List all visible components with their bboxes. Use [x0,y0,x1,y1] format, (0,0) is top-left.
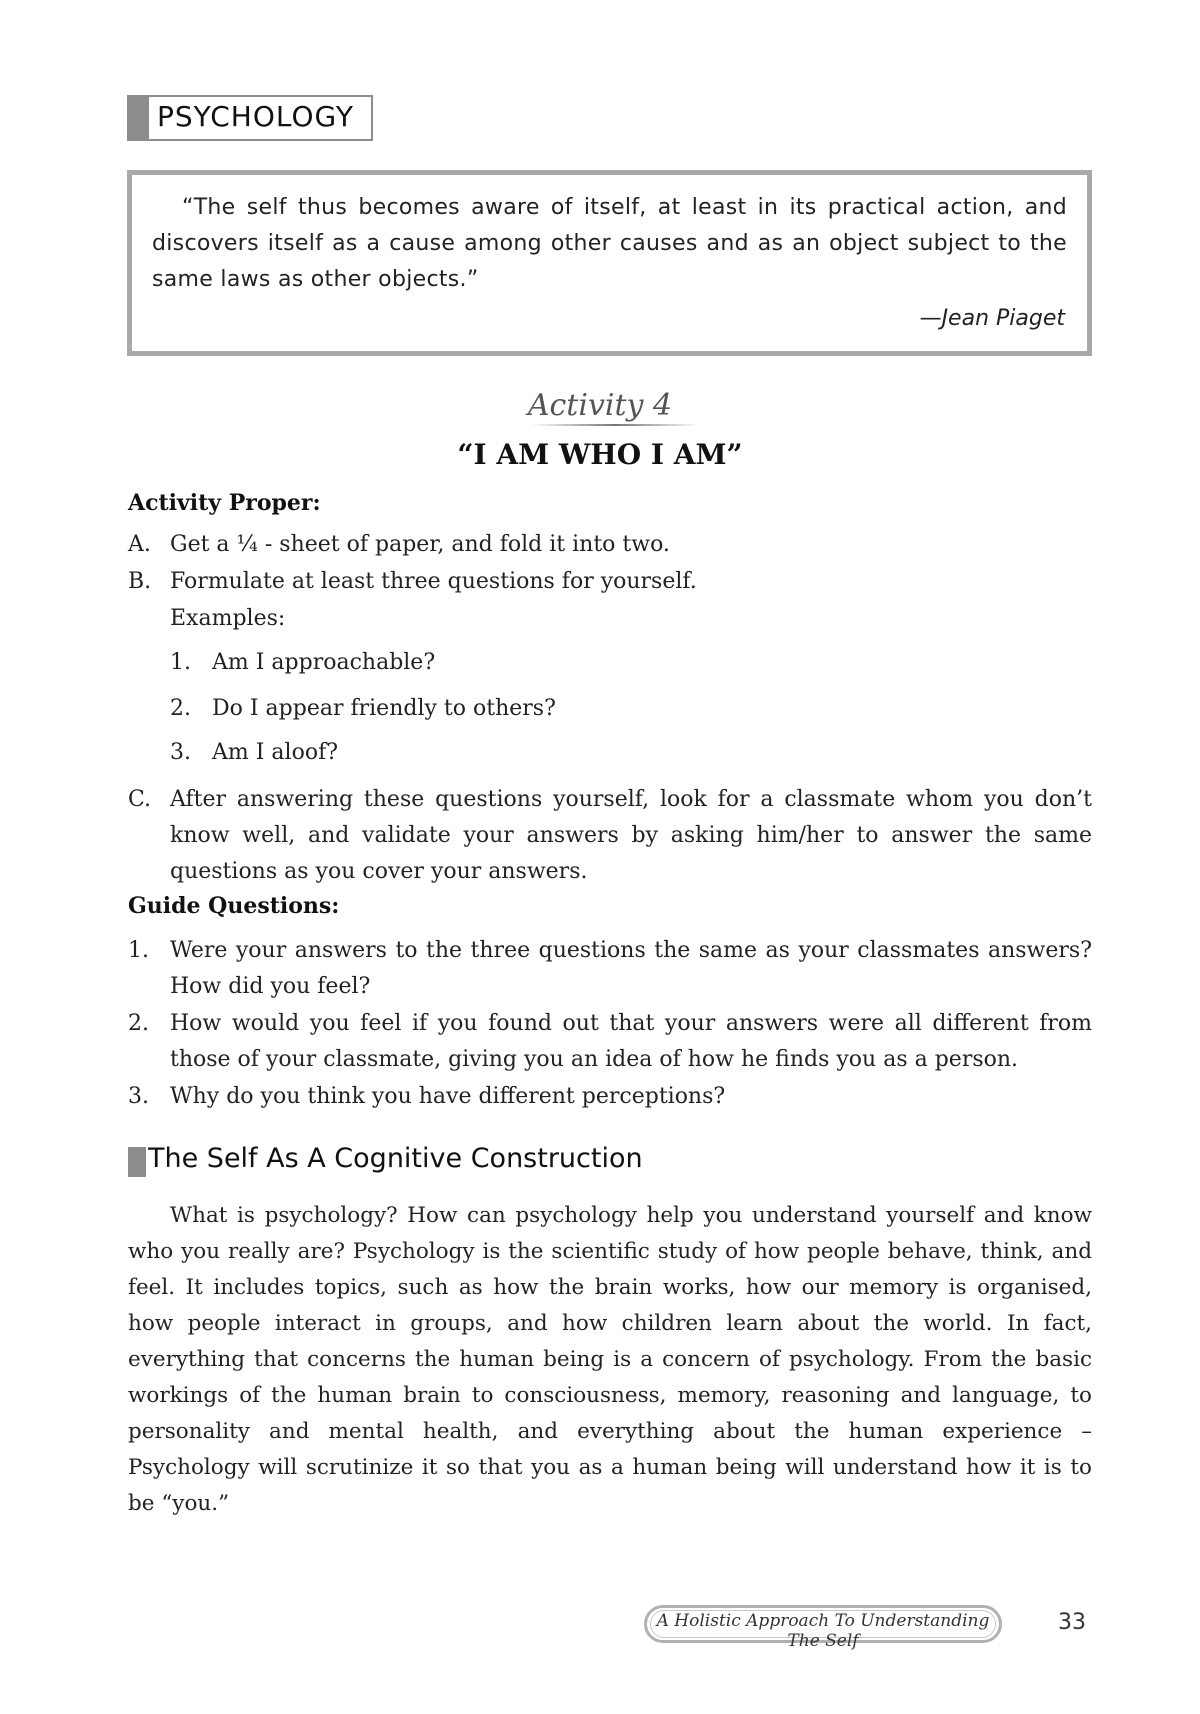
guide-question [128,1006,1092,1078]
example-text: Am I aloof? [212,740,339,765]
quote-text: “The self thus becomes aware of itself, at least in its practical action, and discovers itself as a cause among other causes and as an object subject to the same laws as other objects.” [152,195,1067,292]
section-title: The Self As A Cognitive Construction [148,1143,643,1174]
page-number: 33 [1058,1610,1086,1635]
guide-marker: 1. [128,938,149,963]
guide-text: Why do you think you have different perceptions? [170,1084,726,1109]
guide-marker: 2. [128,1011,149,1036]
quote-author: —Jean Piaget [919,306,1065,331]
activity-title: “I AM WHO I AM” [457,438,743,471]
guide-questions-label: Guide Questions: [128,893,340,919]
example-marker: 3. [170,740,191,765]
step-a [128,532,1092,557]
activity-underline [530,424,700,426]
header-label: PSYCHOLOGY [157,100,354,133]
guide-text: Were your answers to the three questions the same as your classmates answers? How did you feel? [170,938,1092,999]
guide-text: How would you feel if you found out that your answers were all different from those of your classmate, giving you an idea of how he finds you as a person. [170,1011,1092,1072]
step-a-text: Get a ¼ - sheet of paper, and fold it into two. [170,532,670,557]
example-item [170,650,435,675]
footer-book-title: A Holistic Approach To Understanding The Self [656,1611,990,1651]
step-c-text: After answering these questions yourself, look for a classmate whom you don’t know well, and validate your answers by asking him/her to answer the same questions as you cover your answers. [170,787,1092,884]
activity-label: Activity 4 [527,388,673,423]
guide-marker: 3. [128,1084,149,1109]
step-c [128,782,1092,890]
section-paragraph: What is psychology? How can psychology help you understand yourself and know who you really are? Psychology is the scientific study of how people behave, think, and feel. It includes topics, such as how the brain works, how our memory is organised, how people interact in groups, and how children learn about the world. In fact, everything that concerns the human being is a concern of psychology. From the basic workings of the human brain to consciousness, memory, reasoning and language, to personality and mental health, and everything about the human experience – Psychology will scrutinize it so that you as a human being will understand how it is to be “you.” [128,1203,1092,1516]
example-marker: 2. [170,696,191,721]
examples-label: Examples: [170,606,286,631]
example-text: Am I approachable? [212,650,436,675]
activity-proper-label: Activity Proper: [128,490,321,516]
step-b [128,569,1092,594]
example-marker: 1. [170,650,191,675]
guide-question [128,933,1092,1005]
step-c-marker: C. [128,787,152,812]
header-accent-bar [129,97,149,139]
example-text: Do I appear friendly to others? [212,696,556,721]
example-item [170,696,556,721]
example-item [170,740,338,765]
step-b-text: Formulate at least three questions for yourself. [170,569,697,594]
section-accent-bar [128,1147,146,1177]
step-b-marker: B. [128,569,152,594]
guide-question [128,1079,1092,1115]
step-a-marker: A. [128,532,151,557]
